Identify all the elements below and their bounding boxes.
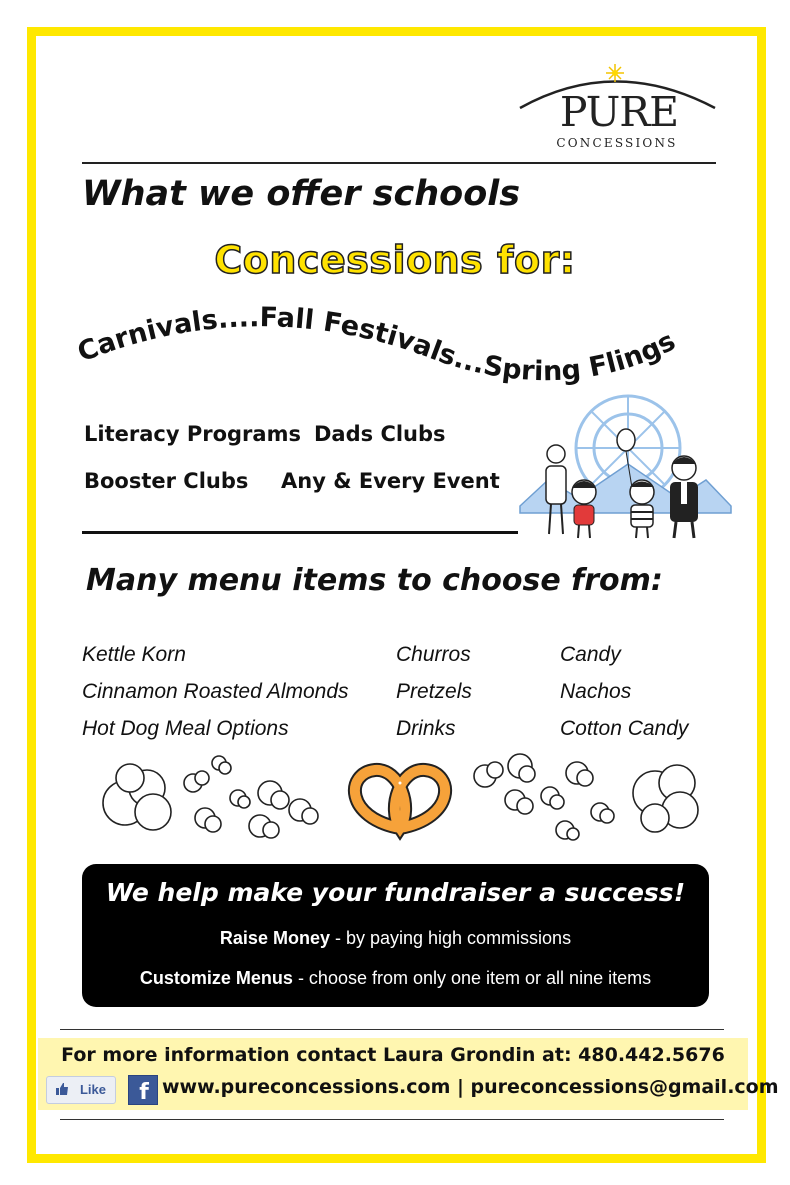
- menu-item: Drinks: [396, 717, 456, 740]
- concessions-subtitle: Concessions for:: [214, 238, 576, 282]
- logo-wordmark: PURE: [559, 88, 679, 136]
- menu-heading: Many menu items to choose from:: [86, 563, 663, 598]
- divider-top: [82, 162, 716, 164]
- promo-title: We help make your fundraiser a success!: [105, 878, 686, 907]
- menu-item: Cinnamon Roasted Almonds: [82, 680, 349, 703]
- popcorn-right-icon: [474, 754, 698, 840]
- promo-text: - choose from only one item or all nine items: [292, 968, 652, 988]
- menu-item: Pretzels: [396, 680, 472, 703]
- menu-item: Hot Dog Meal Options: [82, 717, 289, 740]
- menu-item: Cotton Candy: [560, 717, 689, 740]
- menu-item: Candy: [560, 643, 621, 666]
- menu-item: Kettle Korn: [82, 643, 186, 666]
- promo-line-customize: [82, 968, 709, 989]
- promo-label: Raise Money: [219, 928, 330, 948]
- contact-band: [38, 1038, 779, 1110]
- popcorn-left-icon: [103, 756, 318, 838]
- thumbs-up-icon: [55, 1082, 69, 1096]
- logo-tagline: CONCESSIONS: [556, 136, 678, 150]
- event-dads-clubs: Dads Clubs: [314, 422, 446, 446]
- divider-bottom-lower: [60, 1119, 724, 1120]
- event-booster-clubs: Booster Clubs: [84, 469, 249, 493]
- website-email[interactable]: www.pureconcessions.com | pureconcessions@gmail.com: [162, 1076, 779, 1098]
- divider-bottom-upper: [60, 1029, 724, 1030]
- carnival-illustration: [518, 388, 733, 543]
- promo-line-raise-money: [82, 928, 709, 949]
- occasions-text: Carnivals....Fall Festivals...Spring Flings: [73, 302, 681, 388]
- snack-illustration: [95, 748, 715, 848]
- event-any-every: Any & Every Event: [281, 469, 500, 493]
- facebook-link[interactable]: [128, 1075, 158, 1105]
- pretzel-icon: [355, 770, 445, 828]
- facebook-icon: f: [139, 1080, 149, 1105]
- contact-info: For more information contact Laura Grondin at: 480.442.5676: [61, 1044, 725, 1066]
- promo-text: - by paying high commissions: [329, 928, 572, 948]
- page-title: What we offer schools: [82, 174, 521, 214]
- event-literacy: Literacy Programs: [84, 422, 301, 446]
- promo-label: Customize Menus: [139, 968, 293, 988]
- like-button[interactable]: [46, 1076, 116, 1104]
- divider-mid: [82, 531, 518, 534]
- like-label: Like: [79, 1082, 106, 1097]
- menu-item: Nachos: [560, 680, 632, 703]
- star-icon: [606, 64, 624, 82]
- menu-item: Churros: [396, 643, 471, 666]
- promo-box: [82, 864, 709, 1007]
